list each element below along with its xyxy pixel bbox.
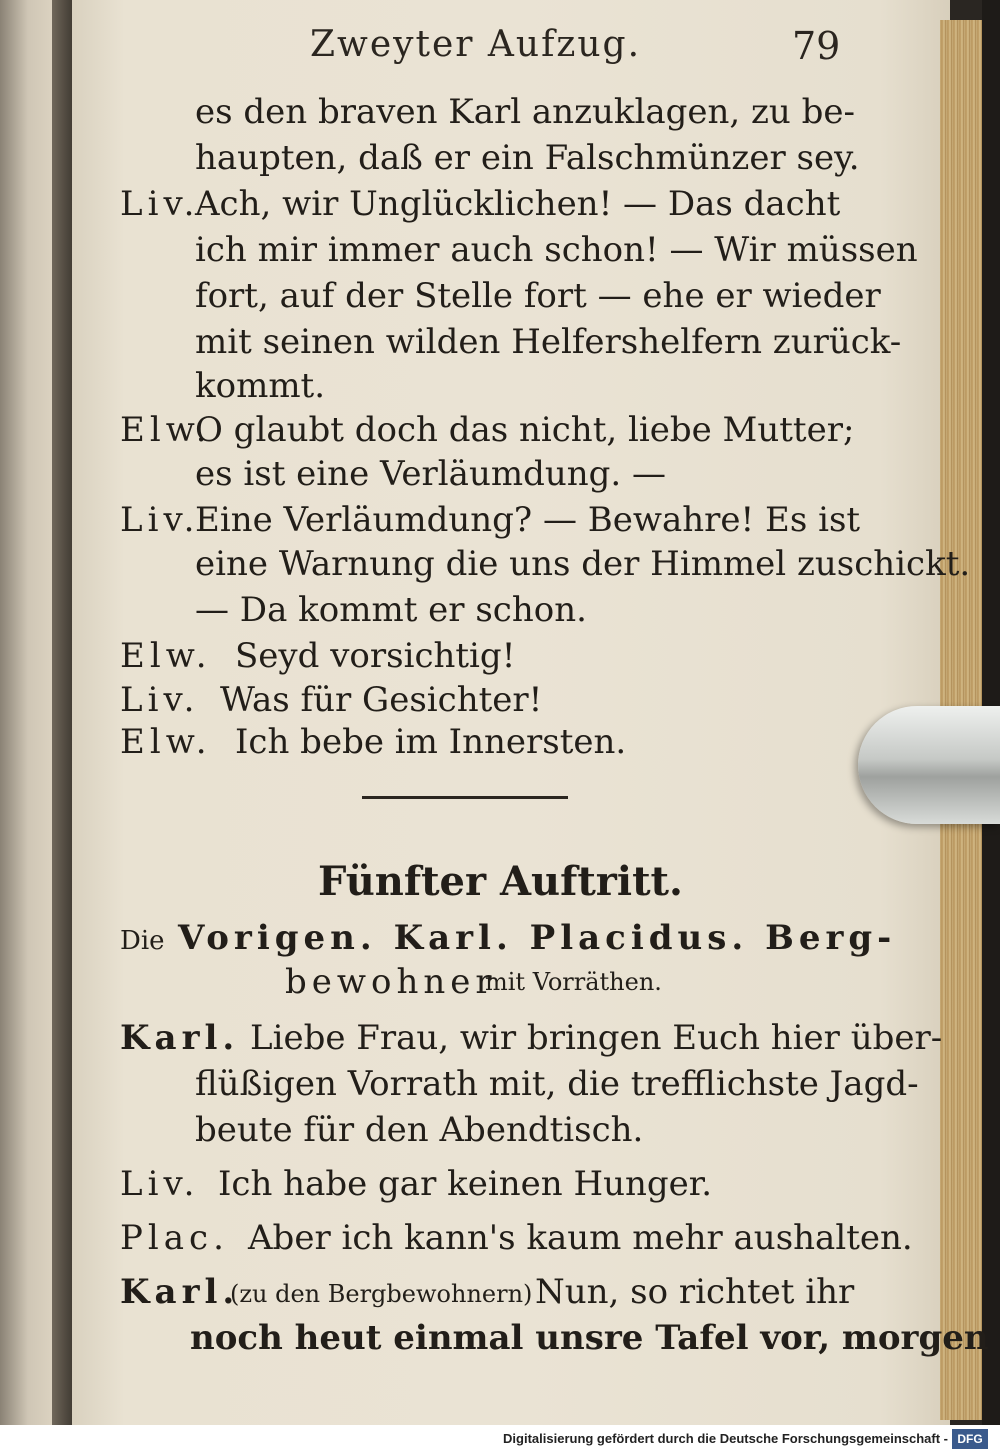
line-text: Ich habe gar keinen Hunger. — [218, 1164, 713, 1204]
line-text: Eine Verläumdung? — Bewahre! Es ist — [195, 500, 861, 540]
page-clip — [858, 706, 1000, 824]
line-text: noch heut einmal unsre Tafel vor, morgen — [190, 1318, 989, 1358]
cast-names: Vorigen. Karl. Placidus. Berg- — [178, 918, 897, 958]
speaker-label: Liv. — [120, 680, 200, 720]
line-text: fort, auf der Stelle fort — ehe er wieder — [195, 276, 881, 316]
speaker-label: Elw. — [120, 410, 212, 450]
running-head: Zweyter Aufzug. — [310, 24, 642, 65]
speaker-label: Liv. — [120, 184, 200, 224]
scene-heading: Fünfter Auftritt. — [318, 858, 683, 905]
line-text: flüßigen Vorrath mit, die trefflichste Jagd- — [195, 1064, 919, 1104]
speaker-label: Karl. — [120, 1018, 240, 1058]
line-text: O glaubt doch das nicht, liebe Mutter; — [195, 410, 855, 450]
line-text: es den braven Karl anzuklagen, zu be- — [195, 92, 856, 132]
line-text: beute für den Abendtisch. — [195, 1110, 644, 1150]
speaker-label: Karl. — [120, 1272, 240, 1312]
line-text: Seyd vorsichtig! — [235, 636, 516, 676]
speaker-label: Elw. — [120, 722, 212, 762]
speaker-label: Plac. — [120, 1218, 229, 1258]
line-text: Liebe Frau, wir bringen Euch hier über- — [250, 1018, 943, 1058]
stage-direction: (zu den Bergbewohnern) — [230, 1280, 533, 1308]
book-gutter — [52, 0, 74, 1425]
dfg-logo: DFG — [952, 1429, 988, 1449]
line-text: — Da kommt er schon. — [195, 590, 587, 630]
line-text: Ach, wir Unglücklichen! — Das dacht — [195, 184, 841, 224]
line-text: Aber ich kann's kaum mehr aushalten. — [248, 1218, 913, 1258]
speaker-label: Liv. — [120, 500, 200, 540]
speaker-label: Elw. — [120, 636, 212, 676]
line-text: mit seinen wilden Helfershelfern zurück- — [195, 322, 902, 362]
line-text: es ist eine Verläumdung. — — [195, 454, 667, 494]
footer-bar — [0, 1425, 1000, 1454]
line-text: ich mir immer auch schon! — Wir müssen — [195, 230, 918, 270]
line-text: eine Warnung die uns der Himmel zuschickt. — [195, 544, 971, 584]
line-text: Nun, so richtet ihr — [535, 1272, 855, 1312]
line-text: Was für Gesichter! — [220, 680, 543, 720]
cast-names: bewohner — [285, 962, 497, 1002]
funding-notice: Digitalisierung gefördert durch die Deutsche Forschungsgemeinschaft - — [503, 1431, 948, 1446]
line-text: Ich bebe im Innersten. — [235, 722, 627, 762]
section-divider — [362, 796, 568, 799]
cast-prefix: Die — [120, 926, 165, 956]
page-number: 79 — [792, 24, 841, 68]
line-text: kommt. — [195, 366, 326, 406]
cast-stage-note: mit Vorräthen. — [485, 968, 662, 996]
speaker-label: Liv. — [120, 1164, 200, 1204]
line-text: haupten, daß er ein Falschmünzer sey. — [195, 138, 860, 178]
